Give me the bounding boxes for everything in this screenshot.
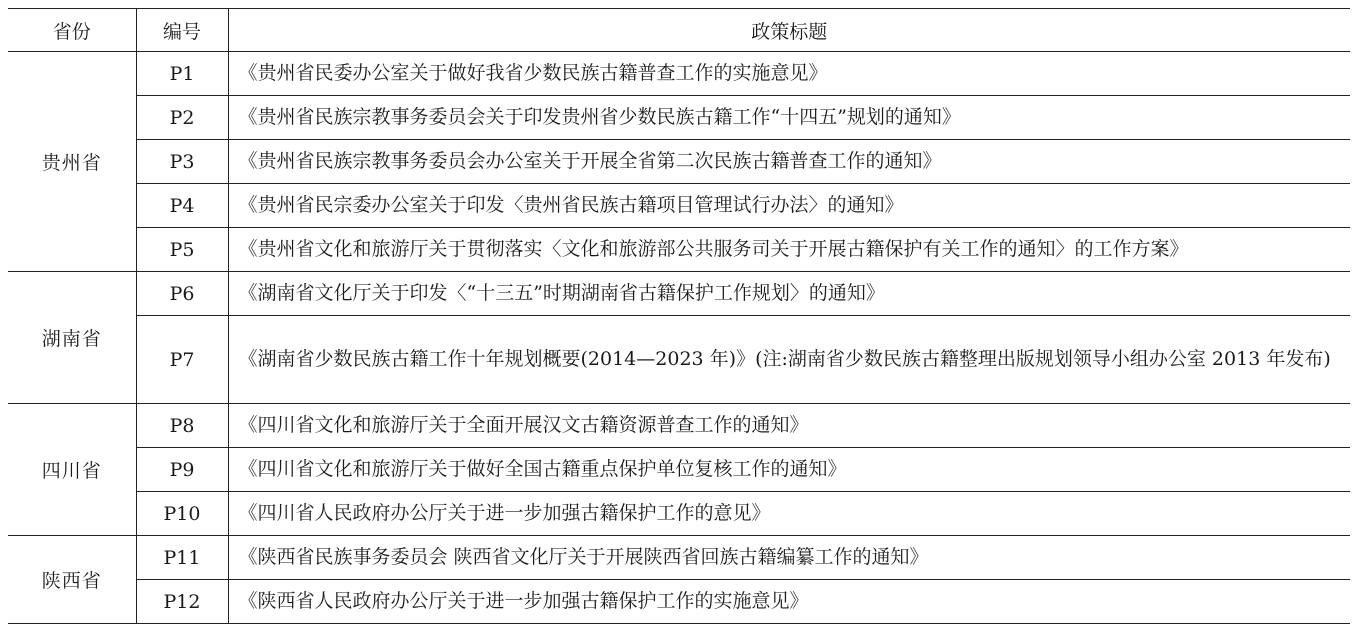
table-row	[8, 536, 1350, 580]
table-row	[8, 580, 1350, 624]
header-code: 编号	[136, 9, 228, 52]
policy-code: P9	[136, 448, 228, 492]
province-cell-guizhou: 贵州省	[8, 52, 136, 272]
policy-code: P6	[136, 272, 228, 316]
policy-code: P12	[136, 580, 228, 624]
policy-code: P5	[136, 228, 228, 272]
policy-code: P3	[136, 140, 228, 184]
policy-code: P4	[136, 184, 228, 228]
policy-title: 《陕西省民族事务委员会 陕西省文化厅关于开展陕西省回族古籍编纂工作的通知》	[228, 536, 1350, 580]
header-row	[8, 9, 1350, 52]
table-row	[8, 492, 1350, 536]
table-row	[8, 272, 1350, 316]
table-row	[8, 96, 1350, 140]
policy-title: 《贵州省民族宗教事务委员会办公室关于开展全省第二次民族古籍普查工作的通知》	[228, 140, 1350, 184]
table-row	[8, 448, 1350, 492]
table-row	[8, 228, 1350, 272]
policy-table	[8, 8, 1350, 624]
header-title: 政策标题	[228, 9, 1350, 52]
province-cell-sichuan: 四川省	[8, 404, 136, 536]
policy-code: P1	[136, 52, 228, 96]
policy-title: 《贵州省民族宗教事务委员会关于印发贵州省少数民族古籍工作“十四五”规划的通知》	[228, 96, 1350, 140]
policy-title: 《贵州省民委办公室关于做好我省少数民族古籍普查工作的实施意见》	[228, 52, 1350, 96]
province-cell-shaanxi: 陕西省	[8, 536, 136, 624]
policy-title: 《湖南省文化厅关于印发〈“十三五”时期湖南省古籍保护工作规划〉的通知》	[228, 272, 1350, 316]
province-cell-hunan: 湖南省	[8, 272, 136, 404]
policy-code: P7	[136, 316, 228, 404]
policy-title: 《四川省文化和旅游厅关于全面开展汉文古籍资源普查工作的通知》	[228, 404, 1350, 448]
policy-code: P10	[136, 492, 228, 536]
policy-title: 《贵州省民宗委办公室关于印发〈贵州省民族古籍项目管理试行办法〉的通知》	[228, 184, 1350, 228]
policy-code: P2	[136, 96, 228, 140]
table-row	[8, 316, 1350, 404]
policy-code: P11	[136, 536, 228, 580]
table-row	[8, 184, 1350, 228]
policy-title: 《陕西省人民政府办公厅关于进一步加强古籍保护工作的实施意见》	[228, 580, 1350, 624]
policy-title: 《四川省人民政府办公厅关于进一步加强古籍保护工作的意见》	[228, 492, 1350, 536]
policy-title: 《湖南省少数民族古籍工作十年规划概要(2014—2023 年)》(注:湖南省少数民族古籍整理出版规划领导小组办公室 2013 年发布)	[228, 316, 1350, 404]
policy-title: 《贵州省文化和旅游厅关于贯彻落实〈文化和旅游部公共服务司关于开展古籍保护有关工作的通知〉的工作方案》	[228, 228, 1350, 272]
table-row	[8, 52, 1350, 96]
header-province: 省份	[8, 9, 136, 52]
table-body	[8, 52, 1350, 624]
policy-code: P8	[136, 404, 228, 448]
policy-title: 《四川省文化和旅游厅关于做好全国古籍重点保护单位复核工作的通知》	[228, 448, 1350, 492]
table-header	[8, 9, 1350, 52]
table-row	[8, 140, 1350, 184]
table-row	[8, 404, 1350, 448]
